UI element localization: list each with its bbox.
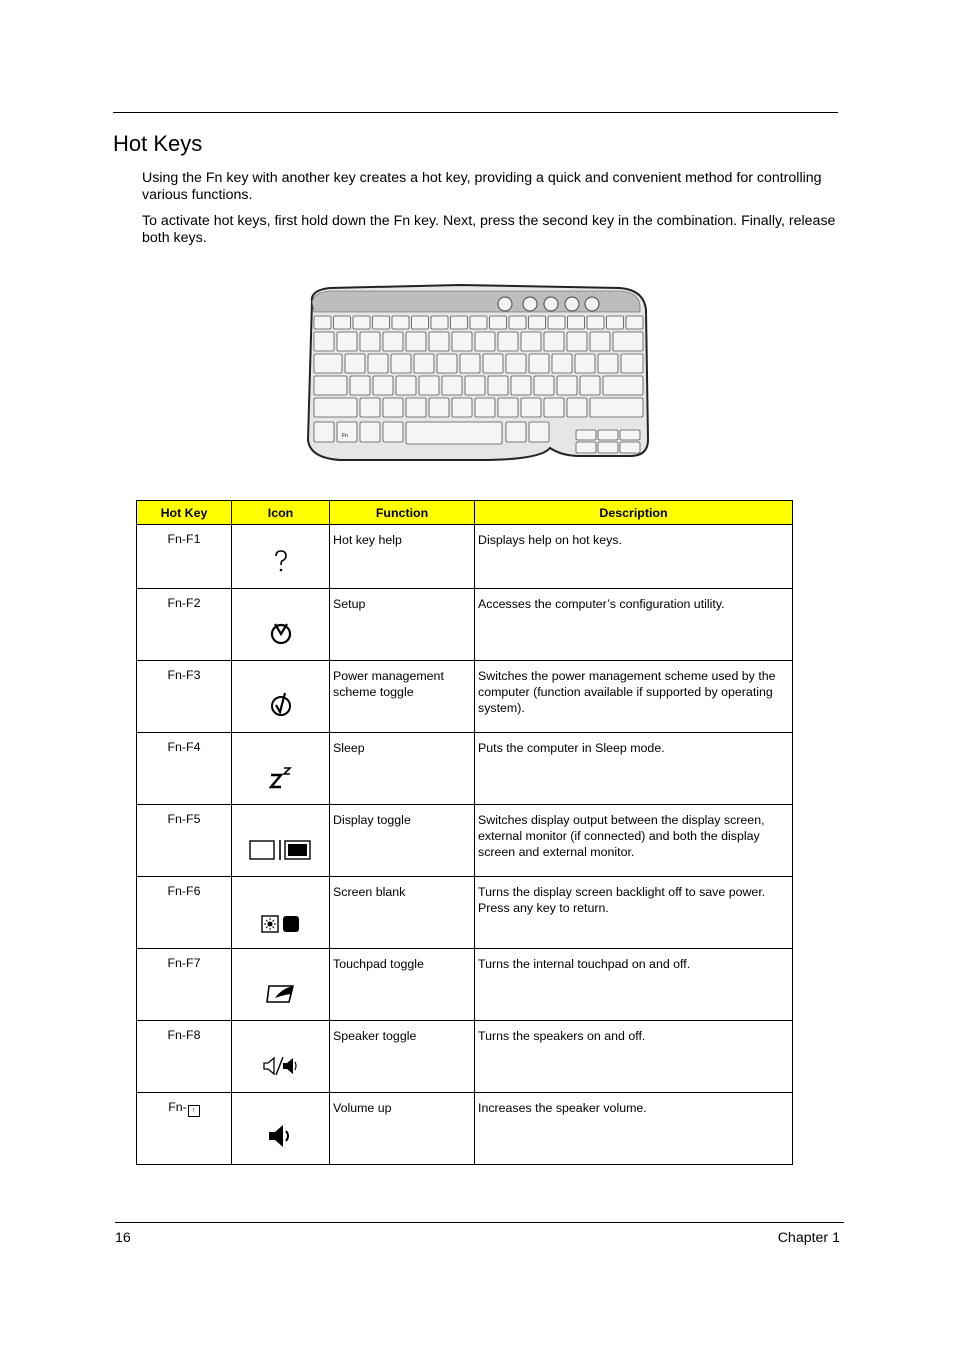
help-question-icon bbox=[271, 549, 291, 573]
function-cell: Screen blank bbox=[330, 877, 475, 949]
power-management-icon bbox=[269, 691, 293, 717]
table-row bbox=[137, 589, 793, 661]
table-row bbox=[137, 877, 793, 949]
hotkey-cell: Fn-F4 bbox=[137, 733, 232, 805]
hotkey-cell: Fn- bbox=[168, 1100, 187, 1114]
top-divider bbox=[113, 112, 838, 113]
hotkey-cell: Fn-F2 bbox=[137, 589, 232, 661]
chapter-label: Chapter 1 bbox=[777, 1230, 840, 1246]
header-description: Description bbox=[475, 501, 793, 525]
description-cell: Accesses the computer’s configuration utility. bbox=[475, 589, 793, 661]
table-row bbox=[137, 525, 793, 589]
page-title: Hot Keys bbox=[113, 131, 203, 156]
function-cell: Setup bbox=[330, 589, 475, 661]
table-row bbox=[137, 805, 793, 877]
table-row bbox=[137, 1021, 793, 1093]
header-hot-key: Hot Key bbox=[137, 501, 232, 525]
description-cell: Turns the display screen backlight off to save power. Press any key to return. bbox=[475, 877, 793, 949]
hotkey-cell: Fn-F6 bbox=[137, 877, 232, 949]
function-cell: Touchpad toggle bbox=[330, 949, 475, 1021]
display-toggle-icon bbox=[249, 839, 313, 861]
volume-up-icon bbox=[267, 1123, 295, 1149]
keyboard-illustration bbox=[300, 280, 654, 465]
description-cell: Turns the speakers on and off. bbox=[475, 1021, 793, 1093]
table-row bbox=[137, 1093, 793, 1165]
function-cell: Power management scheme toggle bbox=[330, 661, 475, 733]
header-icon: Icon bbox=[232, 501, 330, 525]
function-cell: Volume up bbox=[330, 1093, 475, 1165]
up-arrow-key-icon: ↑ bbox=[188, 1105, 200, 1117]
intro-paragraph: Using the Fn key with another key creates a hot key, providing a quick and convenient method for controlling various functions. bbox=[142, 170, 822, 203]
hotkey-cell: Fn-F7 bbox=[137, 949, 232, 1021]
function-cell: Display toggle bbox=[330, 805, 475, 877]
table-row bbox=[137, 949, 793, 1021]
touchpad-toggle-icon bbox=[265, 983, 297, 1005]
table-header-row bbox=[137, 501, 793, 525]
description-cell: Displays help on hot keys. bbox=[475, 525, 793, 589]
hotkey-cell: Fn-F5 bbox=[137, 805, 232, 877]
table-row bbox=[137, 733, 793, 805]
hotkey-cell: Fn-F1 bbox=[137, 525, 232, 589]
instruction-paragraph: To activate hot keys, first hold down the Fn key. Next, press the second key in the combination. Finally, release both keys. bbox=[142, 213, 836, 246]
hotkey-cell: Fn-F8 bbox=[137, 1021, 232, 1093]
description-cell: Puts the computer in Sleep mode. bbox=[475, 733, 793, 805]
speaker-toggle-icon bbox=[263, 1055, 299, 1077]
hotkey-cell: Fn-F3 bbox=[137, 661, 232, 733]
function-cell: Sleep bbox=[330, 733, 475, 805]
bottom-divider bbox=[115, 1222, 844, 1223]
setup-icon bbox=[269, 621, 293, 645]
header-function: Function bbox=[330, 501, 475, 525]
description-cell: Switches display output between the display screen, external monitor (if connected) and both the display screen and external monitor. bbox=[475, 805, 793, 877]
function-cell: Speaker toggle bbox=[330, 1021, 475, 1093]
fn-key-label: Fn bbox=[342, 433, 348, 439]
description-cell: Switches the power management scheme used by the computer (function available if supported by operating system). bbox=[475, 661, 793, 733]
description-cell: Turns the internal touchpad on and off. bbox=[475, 949, 793, 1021]
screen-blank-icon bbox=[261, 915, 301, 933]
description-cell: Increases the speaker volume. bbox=[475, 1093, 793, 1165]
function-cell: Hot key help bbox=[330, 525, 475, 589]
sleep-zz-icon bbox=[269, 765, 293, 789]
hotkey-table bbox=[136, 500, 793, 1165]
table-row bbox=[137, 661, 793, 733]
page-number: 16 bbox=[115, 1230, 131, 1246]
